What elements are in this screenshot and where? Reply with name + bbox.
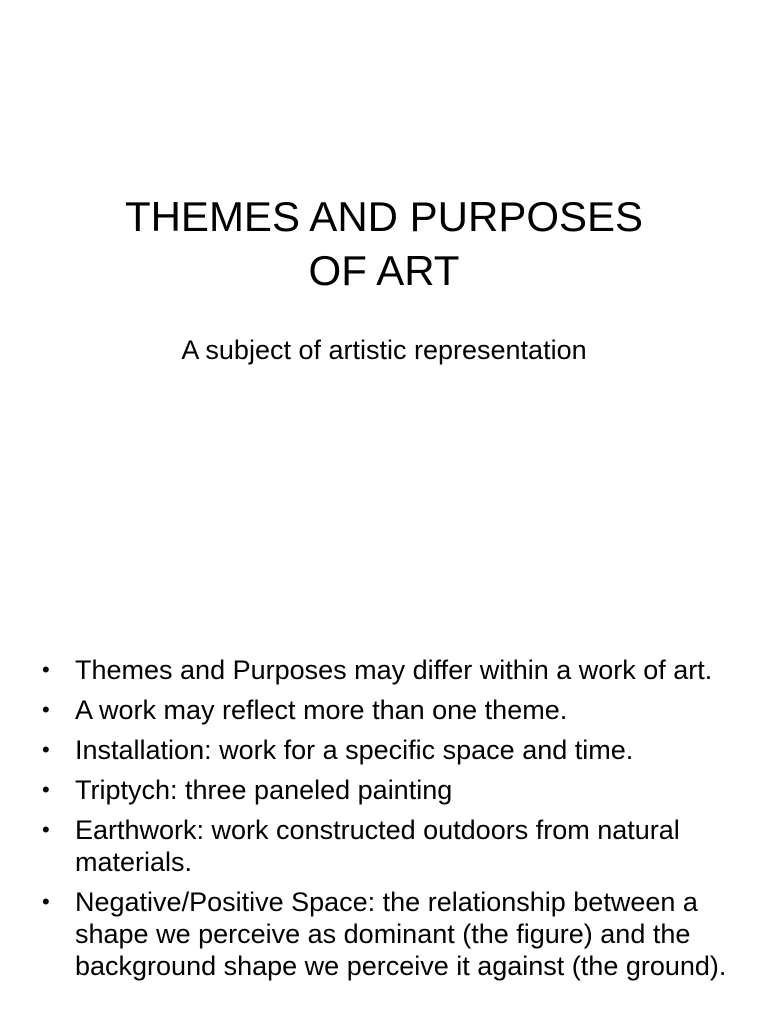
bullet-item — [40, 886, 760, 982]
bullet-item — [40, 774, 760, 806]
bullet-icon: • — [42, 657, 50, 682]
slide-title — [0, 190, 768, 298]
bullet-text: Triptych: three paneled painting — [75, 775, 453, 805]
slide-title-line-2: OF ART — [308, 247, 460, 294]
bullet-icon: • — [42, 889, 50, 914]
bullet-icon: • — [42, 697, 50, 722]
bullet-icon: • — [42, 777, 50, 802]
slide-subtitle: A subject of artistic representation — [181, 335, 587, 365]
bullet-icon: • — [42, 817, 50, 842]
bullet-item — [40, 694, 760, 726]
bullet-list — [40, 654, 760, 990]
bullet-text: Installation: work for a specific space and time. — [75, 735, 634, 765]
bullet-text: Themes and Purposes may differ within a work of art. — [75, 655, 713, 685]
bullet-text: Negative/Positive Space: the relationship between a shape we perceive as dominant (the figure) and the background shape we perceive it against (the ground). — [75, 887, 727, 981]
bullet-text: Earthwork: work constructed outdoors from natural materials. — [75, 815, 680, 877]
bullet-item — [40, 734, 760, 766]
bullet-item — [40, 814, 760, 878]
bullet-icon: • — [42, 737, 50, 762]
bullet-item — [40, 654, 760, 686]
slide-title-line-1: THEMES AND PURPOSES — [124, 193, 644, 240]
bullet-text: A work may reflect more than one theme. — [75, 695, 568, 725]
